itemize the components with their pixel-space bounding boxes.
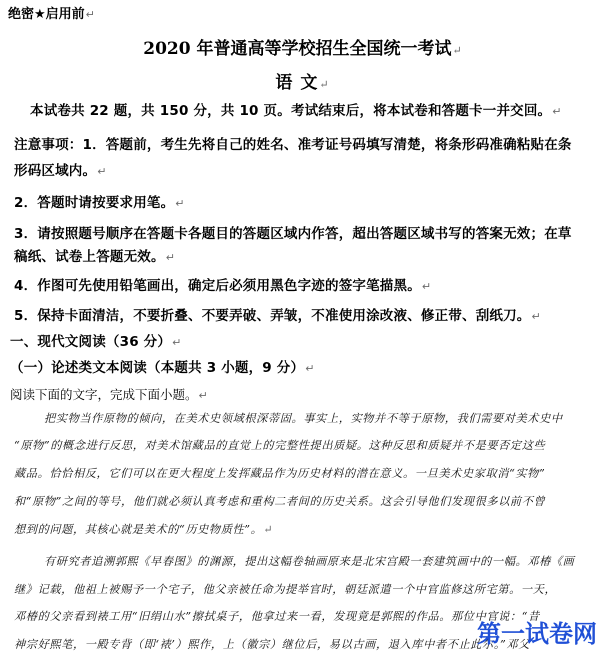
exam-intro: 本试卷共 22 题，共 150 分，共 10 页。考试结束后，将本试卷和答题卡一并交回。↵ — [30, 103, 562, 119]
passage-line: 把实物当作原物的倾向，在美术史领域根深蒂固。事实上，实物并不等于原物，我们需要对美术史中 — [44, 412, 563, 425]
note-line: 形码区域内。↵ — [14, 163, 107, 179]
section-heading: 一、现代文阅读（36 分）↵ — [10, 334, 182, 350]
exam-title: 2020 年普通高等学校招生全国统一考试↵ — [143, 39, 462, 59]
passage-line: 想到的问题，其核心就是美术的“历史物质性”。↵ — [14, 523, 274, 536]
subject-title: 语 文↵ — [275, 73, 330, 93]
passage-line: 邓椿的父亲看到裱工用“旧绢山水”擦拭桌子，他拿过来一看，发现竟是郭熙的作品。那位中官说：“昔 — [14, 610, 540, 623]
note-line: 稿纸、试卷上答题无效。↵ — [14, 249, 176, 265]
subsection-heading: （一）论述类文本阅读（本题共 3 小题，9 分）↵ — [10, 360, 315, 376]
note-line: 注意事项：1．答题前，考生先将自己的姓名、准考证号码填写清楚，将条形码准确粘贴在条 — [14, 137, 572, 153]
note-line: 4．作图可先使用铅笔画出，确定后必须用黑色字迹的签字笔描黑。↵ — [14, 278, 432, 294]
passage-line: 神宗好熙笔，一殿专背（即‘裱’）熙作，上（徽宗）继位后，易以古画，退入库中者不止此尔。”邓父 — [14, 638, 530, 651]
passage-line: 和“原物”之间的等号，他们就必须认真考虑和重构二者间的历史关系。这会引导他们发现很多以前不曾 — [14, 495, 546, 508]
note-line: 2．答题时请按要求用笔。↵ — [14, 195, 185, 211]
passage-line: “原物”的概念进行反思，对美术馆藏品的直觉上的完整性提出质疑。这种反思和质疑并不是要否定这些 — [14, 439, 546, 452]
reading-instruction: 阅读下面的文字，完成下面小题。↵ — [10, 387, 208, 402]
confidential-label: 绝密★启用前↵ — [8, 7, 95, 22]
site-watermark: 第一试卷网 — [477, 620, 597, 648]
note-line: 5．保持卡面清洁，不要折叠、不要弄破、弄皱，不准使用涂改液、修正带、刮纸刀。↵ — [14, 308, 541, 324]
note-line: 3．请按照题号顺序在答题卡各题目的答题区域内作答，超出答题区域书写的答案无效；在草 — [14, 226, 572, 242]
passage-line: 继》记载，他祖上被赐予一个宅子，他父亲被任命为提举官时，朝廷派遣一个中官监修这所宅第。一天， — [14, 583, 557, 596]
passage-line: 藏品。恰恰相反，它们可以在更大程度上发挥藏品作为历史材料的潜在意义。一旦美术史家取消“实物” — [14, 467, 546, 480]
passage-line: 有研究者追溯郭熙《早春图》的渊源，提出这幅卷轴画原来是北宋宫殿一套建筑画中的一幅。邓椿《画 — [44, 555, 575, 568]
